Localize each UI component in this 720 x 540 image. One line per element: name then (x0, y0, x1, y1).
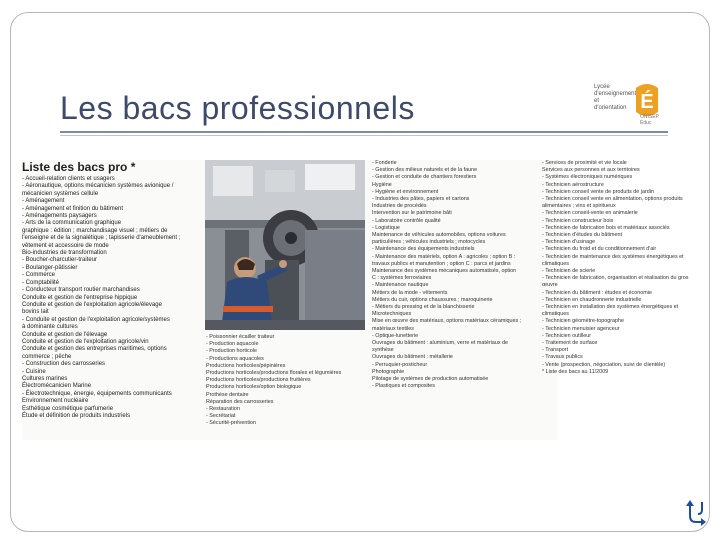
list-item: Intervention sur le patrimoine bâti (372, 210, 452, 217)
list-item: - Technicien menuisier agenceur (542, 325, 620, 332)
document-column-2 (372, 160, 532, 440)
list-item: à dominante cultures (22, 324, 78, 331)
list-item: * Liste des bacs au 11/2009 (542, 368, 609, 375)
list-item: - Poissonnier écailler traiteur (206, 334, 275, 340)
list-item: Conduite et gestion de l'élevage (22, 331, 108, 338)
list-item: - Aéronautique, options mécanicien systèmes avionique / (22, 183, 174, 190)
list-item: œuvre (542, 282, 558, 289)
list-item: Métiers du cuir, options chaussures ; maroquinerie (372, 296, 493, 303)
list-item: Électromécanicien Marine (22, 383, 92, 390)
list-item: - Maintenance nautique (372, 282, 429, 289)
logo (594, 80, 668, 128)
list-item: - Vente (prospection, négociation, suivi de clientèle) (542, 361, 666, 368)
list-item: - Gestion des milieux naturels et de la faune (372, 167, 478, 174)
list-item: - Commerce (22, 272, 56, 279)
list-item: Microtechniques (372, 311, 412, 318)
list-item: - Productions aquacoles (206, 355, 264, 362)
list-item: bovins lait (22, 309, 49, 316)
list-item: - Technicien de fabrication, organisation et réalisation du gros (542, 275, 689, 282)
list-item: Réparation des carrosseries (206, 398, 274, 405)
list-item: - Technicien du froid et du conditionnement d'air (542, 246, 657, 253)
list-item: - Gestion et conduite de chantiers forestiers (372, 174, 477, 181)
list-item: - Technicien géomètre-topographe (542, 318, 625, 325)
list-item: - Traitement de surface (542, 340, 598, 347)
list-item: - Technicien en chaudronnerie industrielle (542, 296, 642, 303)
list-item: - Technicien d'études du bâtiment (542, 232, 623, 239)
list-item: - Aménagement (22, 198, 65, 205)
list-item: Industries de procédés (372, 203, 427, 210)
list-item: - Boucher-charcutier-traiteur (22, 257, 98, 264)
list-item: Mise en œuvre des matériaux, options matériaux céramiques ; (372, 318, 522, 325)
list-item: synthèse (372, 347, 394, 354)
list-item: - Technicien constructeur bois (542, 217, 614, 224)
list-column-2b (206, 334, 370, 428)
list-item: Conduite et gestion de l'exploitation agricole/élevage (22, 301, 162, 308)
list-item: - Fonderie (372, 160, 397, 166)
list-item: graphique : édition ; marchandisage visuel ; métiers de (22, 227, 168, 234)
list-item: Pilotage de systèmes de production automatisée (372, 376, 489, 383)
list-item: - Perruquier-posticheur (372, 361, 428, 368)
list-item: alimentaires ; vins et spiritueux (542, 203, 616, 210)
list-item: - Laboratoire contrôle qualité (372, 217, 441, 224)
list-item: - Plastiques et composites (372, 383, 435, 390)
list-item: l'enseigne et de la signalétique ; tapisserie d'ameublement ; (22, 235, 181, 242)
list-item: - Technicien de scierie (542, 268, 596, 275)
list-item: mécanicien systèmes cellule (22, 190, 99, 197)
list-item: - Accueil-relation clients et usagers (22, 176, 115, 182)
mechanic-photo (205, 160, 365, 330)
list-item: Esthétique cosmétique parfumerie (22, 405, 114, 412)
list-item: - Systèmes électroniques numériques (542, 174, 633, 181)
list-item: Hygiène (372, 181, 392, 188)
list-item: - Boulanger-pâtissier (22, 264, 78, 271)
list-item: Maintenance des systèmes mécaniques automatisés, option (372, 268, 517, 275)
list-item: - Production horticole (206, 348, 257, 355)
list-item: - Technicien outilleur (542, 332, 592, 339)
svg-text:É: É (640, 91, 654, 113)
logo-text: Lycée d'enseignement et d'orientation (594, 84, 637, 111)
list-item: - Technicien conseil-vente en animalerie (542, 210, 638, 217)
list-item: Environnement nucléaire (22, 398, 89, 405)
list-item: Productions horticoles/productions fruitières (206, 377, 311, 384)
list-item: - Cuisine (22, 368, 46, 375)
list-item: Ouvrages du bâtiment : aluminium, verre et matériaux de (372, 340, 509, 347)
list-item: - Conduite et gestion de l'exploitation agricole/systèmes (22, 316, 170, 323)
list-item: vêtement et accessoire de mode (22, 242, 109, 249)
title-underline (60, 131, 668, 133)
list-item: - Sécurité-prévention (206, 420, 257, 427)
list-item: - Technicien aérostructure (542, 181, 604, 188)
list-item: - Arts de la communication graphique (22, 220, 122, 227)
list-item: - Technicien de fabrication bois et matériaux associés (542, 224, 670, 231)
list-item: - Maintenance des équipements industriels (372, 246, 475, 253)
slide-title: Les bacs professionnels (60, 90, 415, 126)
list-item: climatiques (542, 260, 569, 267)
list-item: - Électrotechnique, énergie, équipements communicants (22, 390, 172, 397)
list-item: - Hygiène et environnement (372, 188, 439, 195)
list-item: - Travaux publics (542, 354, 583, 361)
list-item: Productions horticoles/option biologique (206, 384, 302, 391)
list-item: Conduite et gestion de l'entreprise hippique (22, 294, 138, 301)
list-item: - Aménagements paysagers (22, 213, 97, 220)
list-item: Services aux personnes et aux territoires (542, 167, 640, 174)
list-item: - Logistique (372, 224, 400, 231)
list-item: - Production aquacole (206, 341, 259, 348)
list-item: Prothèse dentaire (206, 391, 249, 398)
list-item: Métiers de la mode - vêtements (372, 289, 448, 296)
list-item: Productions horticoles/productions florales et légumières (206, 370, 342, 377)
list-item: - Technicien conseil vente de produits de jardin (542, 188, 654, 195)
list-item: - Maintenance des matériels, option A : agricoles ; option B : (372, 253, 516, 260)
list-item: - Technicien d'usinage (542, 239, 596, 246)
list-item: climatiques (542, 311, 569, 318)
list-column-2 (372, 160, 532, 391)
list-item: - Conducteur transport routier marchandises (22, 287, 140, 294)
list-item: Ouvrages du bâtiment : métallerie (372, 354, 453, 361)
list-item: - Technicien conseil vente en alimentation, options produits (542, 196, 683, 203)
list-item: travaux publics et manutention ; option C : parcs et jardins (372, 260, 511, 267)
list-item: - Industries des pâtes, papiers et cartons (372, 196, 470, 203)
list-item: Productions horticoles/pépinières (206, 362, 286, 369)
list-item: - Services de proximité et vie locale (542, 160, 627, 166)
list-item: particulières ; véhicules industriels ; motocycles (372, 239, 486, 246)
list-item: Conduite et gestion de l'exploitation agricole/vin (22, 338, 149, 345)
list-column-3 (542, 160, 702, 376)
document-heading: Liste des bacs pro * (22, 160, 136, 174)
list-item: matériaux textiles (372, 325, 414, 332)
list-column-1 (22, 176, 202, 420)
list-item: - Métiers du pressing et de la blanchisserie (372, 304, 475, 311)
list-item: Étude et définition de produits industriels (22, 413, 131, 419)
title-underline-thin (60, 135, 668, 136)
list-item: - Optique-lunetterie (372, 332, 419, 339)
list-item: - Comptabilité (22, 279, 60, 286)
list-item: - Aménagement et finition du bâtiment (22, 205, 124, 212)
list-item: Photographie (372, 368, 405, 375)
return-arrow-icon (684, 498, 708, 526)
list-item: - Technicien en installation des systèmes énergétiques et (542, 304, 679, 311)
document-column-1 (22, 160, 202, 440)
return-button[interactable] (684, 498, 708, 526)
list-item: - Technicien du bâtiment : études et économie (542, 289, 652, 296)
list-item: Cultures marines (22, 375, 68, 382)
list-item: Maintenance de véhicules automobiles, options voitures (372, 232, 506, 239)
list-item: - Transport (542, 347, 569, 354)
logo-subtext: ONISEP Éduc (640, 114, 659, 126)
list-item: commerce ; pêche (22, 353, 72, 360)
list-item: - Secrétariat (206, 413, 236, 420)
list-item: Bio-industries de transformation (22, 250, 107, 257)
document-column-3 (542, 160, 702, 440)
list-item: - Restauration (206, 406, 240, 413)
list-item: C : systèmes ferroviaires (372, 275, 432, 282)
document-column-2b (206, 334, 370, 440)
list-item: Conduite et gestion des entreprises maritimes, options (22, 346, 167, 353)
list-item: - Technicien de maintenance des systèmes énergétiques et (542, 253, 684, 260)
list-item: - Construction des carrosseries (22, 361, 106, 368)
